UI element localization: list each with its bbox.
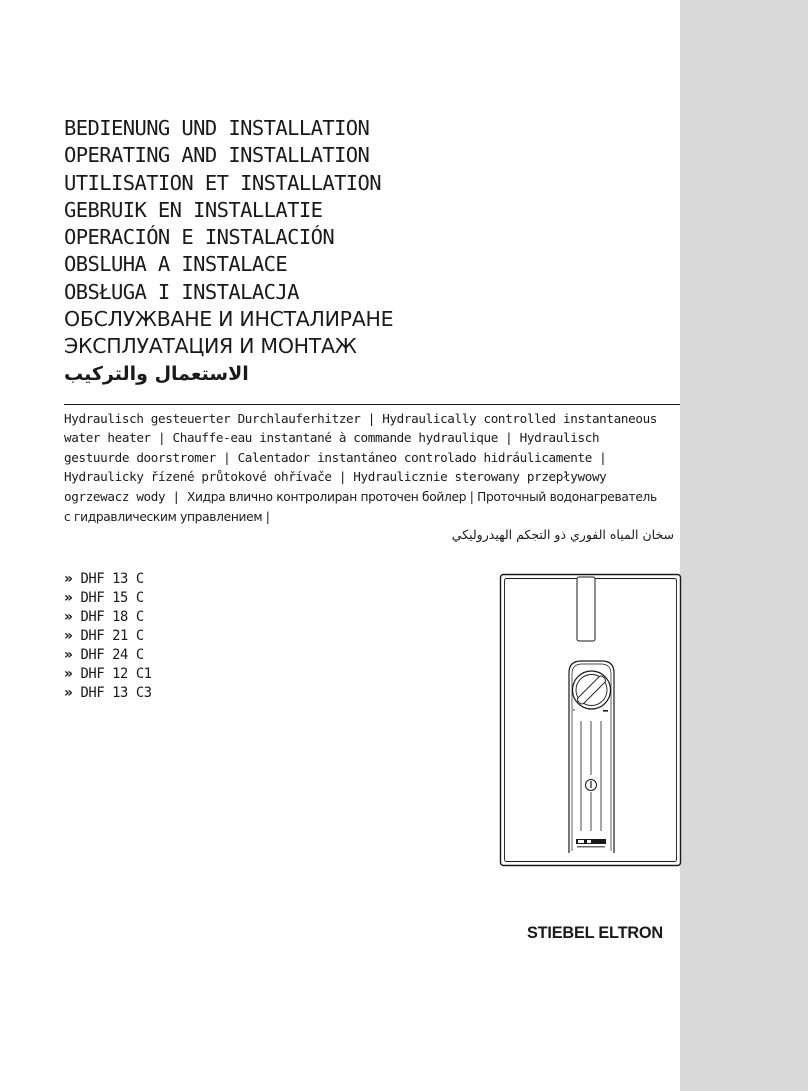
list-item [64,570,152,589]
list-item [64,646,152,665]
list-item [64,627,152,646]
bullet-icon: » [64,666,73,682]
model-name: DHF 13 C3 [80,685,152,701]
description-arabic: سخان المياه الفوري ذو التجكم الهيدروليكي [451,527,674,542]
bullet-icon: » [64,609,73,625]
title-fr: UTILISATION ET INSTALLATION [64,170,382,195]
title-es: OPERACIÓN E INSTALACIÓN [64,225,335,250]
description-cyrillic: с гидравлическим управлением | [64,510,270,525]
title-en: OPERATING AND INSTALLATION [64,143,370,168]
model-name: DHF 21 C [80,628,144,644]
model-list [64,570,152,703]
model-name: DHF 15 C [80,590,144,606]
description-line: Hydraulisch gesteuerter Durchlauferhitzer | Hydraulically controlled instantaneous [64,411,658,426]
description-latin: ogrzewacz wody | [64,488,187,504]
model-name: DHF 13 C [80,571,144,587]
model-name: DHF 12 C1 [80,666,152,682]
brand-logo: STIEBEL ELTRON [527,924,663,942]
list-item [64,608,152,627]
water-heater-illustration [499,573,682,867]
description-line: gestuurde doorstromer | Calentador instantáneo controlado hidráulicamente | [64,449,607,465]
list-item [64,665,152,684]
list-item [64,589,152,608]
bullet-icon: » [64,685,73,701]
title-cs: OBSLUHA A INSTALACE [64,252,288,277]
title-pl: OBSŁUGA I INSTALACJA [64,279,299,304]
model-name: DHF 24 C [80,647,144,663]
list-item [64,684,152,703]
title-de: BEDIENUNG UND INSTALLATION [64,116,370,140]
side-band [680,0,808,1091]
title-block [64,115,664,388]
title-ru: ЭКСПЛУАТАЦИЯ И МОНТАЖ [64,334,357,359]
model-name: DHF 18 C [80,609,144,625]
title-nl: GEBRUIK EN INSTALLATIE [64,197,323,222]
title-ar: الاستعمال والتركيب [64,362,249,385]
bullet-icon: » [64,590,73,606]
bullet-icon: » [64,647,73,663]
description-line [64,507,674,527]
description-line [64,487,674,507]
title-bg: ОБСЛУЖВАНЕ И ИНСТАЛИРАНЕ [64,307,394,332]
description-cyrillic: Хидра влично контролиран проточен бойлер | Проточный водонагреватель [186,489,657,504]
divider-line [64,404,680,405]
bullet-icon: » [64,628,73,644]
product-description [64,409,674,527]
bullet-icon: » [64,571,73,587]
description-line: Hydraulicky řízené průtokové ohřívače | Hydraulicznie sterowany przepływowy [64,469,607,485]
description-line: water heater | Chauffe-eau instantané à commande hydraulique | Hydraulisch [64,430,600,446]
